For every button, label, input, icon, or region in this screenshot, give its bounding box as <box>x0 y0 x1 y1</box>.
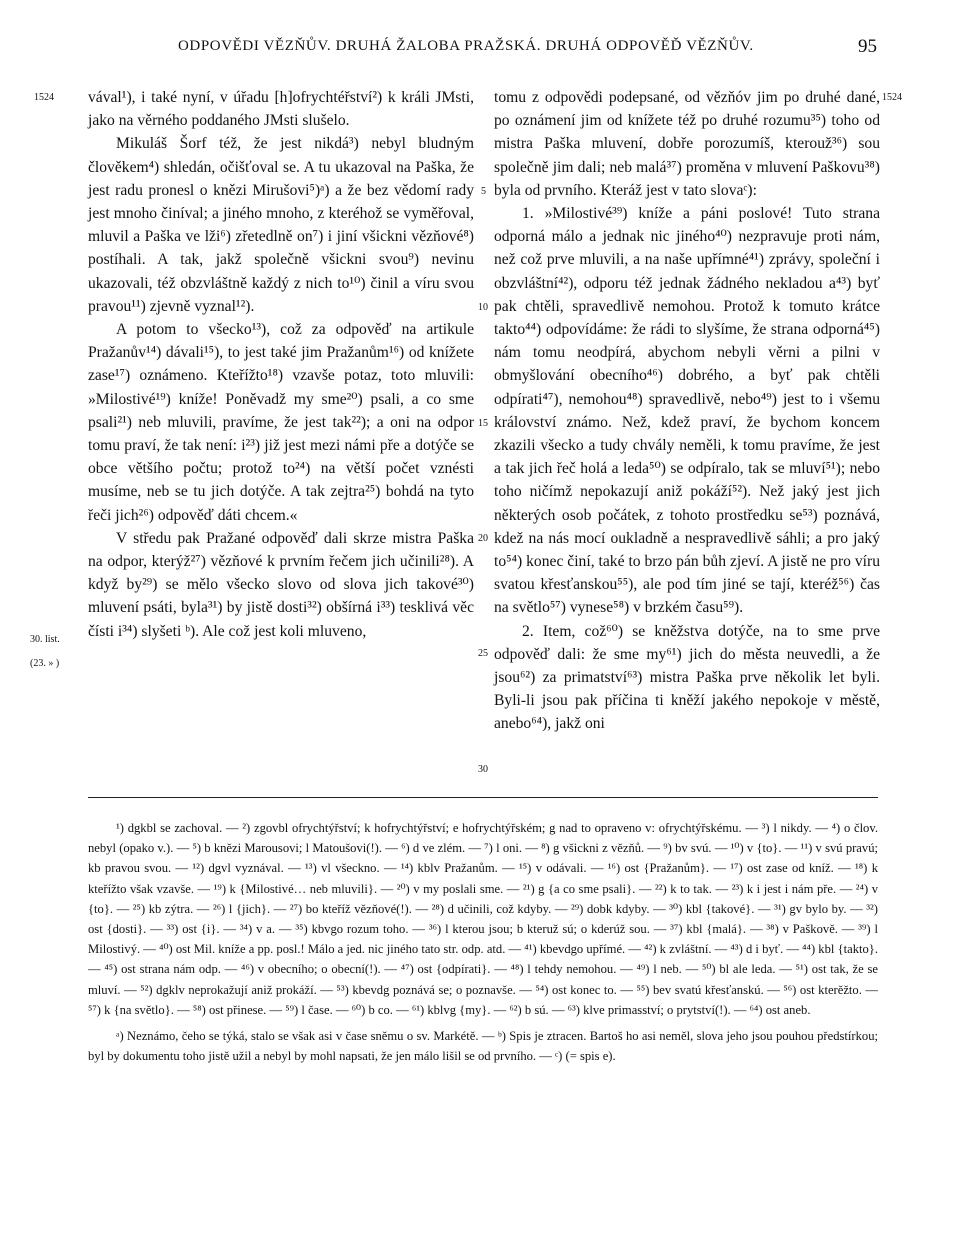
line-number-20: 20 <box>478 533 488 544</box>
line-number-30: 30 <box>478 764 488 775</box>
margin-year-right: 1524 <box>882 92 902 103</box>
right-column <box>494 86 880 736</box>
paragraph: A potom to všecko¹³), což za odpověď na artikule Pražanův¹⁴) dávali¹⁵), to jest také jim Pražanům¹⁶) od knížete zase¹⁷) oznámeno. Kteřížto¹⁸) vzavše potaz, toto mluvili: »Milostivé¹⁹) kníže! Poněvadž my sme²⁰) psali, a co sme psali²¹) neb mluvili, pravíme, že jest tak²²); a oni na odpor tomu praví, že tak není: i²³) již jest mezi námi pře a dotýče se obce většího počtu; protož to²⁴) na větší počet vznésti musíme, neb se tu jich dotýče. A tak zejtra²⁵) bohdá na tyto řeči jich²⁶) odpověď dáti chcem.« <box>88 321 474 524</box>
page-header <box>0 36 960 62</box>
running-title: ODPOVĚDI VĚZŇŮV. DRUHÁ ŽALOBA PRAŽSKÁ. DRUHÁ ODPOVĚĎ VĚZŇŮV. <box>178 38 754 54</box>
paragraph: 1. »Milostivé³⁹) kníže a páni poslové! Tuto strana odporná málo a jednak nic jiného⁴⁰) nezpravuje proti nám, než což prve mluvili, a na naše upřímné⁴¹) zprávy, společní i obzvláštní⁴²), odporu též jednak žádného nekladou a⁴³) byť pak chtěli, spravedlivě nemohou. Protož k tomuto krátce takto⁴⁴) odpovídáme: že rádi to slyšíme, že strana odporná⁴⁵) nám tomu neodpírá, abychom nebyli věrni a pilni v obmyšlování obecního⁴⁶) dobrého, a byť pak chtěli odpírati⁴⁷), nemohou⁴⁸) spravedlivě, nebo⁴⁹) jest to i všemu království známo. Než, kdež praví, že bychom koncem zkazili všecko a tudy chvály neměli, k tomu pravíme, že jest a tak jich řeč holá a leda⁵⁰) se odpíralo, tak se mluví⁵¹); nebo toho ničímž nepokazují aniž pokáží⁵²). Než jaký jest jich některých osob počátek, z tohoto prostředku se⁵³) poznává, kdež na nás mocí oukladně a nespravedlivě sáhli; a pro jaký to⁵⁴) konec činí, také to brzo pán bůh zjeví. A jistě ne pro víru svatou křesťanskou⁵⁵), ale pod tím jiné se tají, kteréž⁵⁶) čas na světlo⁵⁷) vynese⁵⁸) v brzkém času⁵⁹). <box>494 205 880 617</box>
margin-sheet-23: (23. » ) <box>30 658 60 669</box>
line-number-10: 10 <box>478 302 488 313</box>
paragraph: Mikuláš Šorf též, že jest nikdá³) nebyl bludným člověkem⁴) shledán, očišťoval se. A tu ukazoval na Paška, že jest radu pronesl o knězi Mirušovi⁵)ᵃ) a že bez vědomí rady jest mnoho činíval; a jiného mnoho, z kteréhož se vyměřoval, mluvil a Paška ve lži⁶) zřetedlně on⁷) i jiní všickni vězňové⁸) postíhali. A tak, jakž společně všickni svou⁹) nevinu ukazovali, též obzvláštně každý z nich to¹⁰) činil a víru svou pravou¹¹) zjevně vyznal¹²). <box>88 135 474 315</box>
variant-readings: ¹) dgkbl se zachoval. — ²) zgovbl ofrychtýřství; k hofrychtýřství; e hofrychtýřském; g nad to opraveno v: ofrychtýřskému. — ³) l nikdy. — ⁴) o člov. nebyl (opako v.). — ⁵) b knězi Marousovi; l Matoušovi(!). — ⁶) d ve zlém. — ⁷) l oni. — ⁸) g všickni z vězňů. — ⁹) bv svú. — ¹⁰) v {to}. — ¹¹) v svú pravú; kb pravou svou. — ¹²) dgvl vyznával. — ¹³) vl všeckno. — ¹⁴) kblv Pražanům. — ¹⁵) v odávali. — ¹⁶) ost {Pražanům}. — ¹⁷) ost zase od kníž. — ¹⁸) k kteřížto však vzavše. — ¹⁹) k {Milostivé… neb mluvili}. — ²⁰) v my poslali sme. — ²¹) g {a co sme psali}. — ²²) k to tak. — ²³) k i jest i nám pře. — ²⁴) v {to}. — ²⁵) kb zýtra. — ²⁶) l {jich}. — ²⁷) bo kteříž vězňové(!). — ²⁸) d učinili, což kdyby. — ²⁹) dobk kdyby. — ³⁰) kbl {takové}. — ³¹) gv bylo by. — ³²) ost {dosti}. — ³³) ost {i}. — ³⁴) v a. — ³⁵) kbvgo rozum toho. — ³⁶) l kterou jsou; b kteruž sú; o kderúž sou. — ³⁷) kbl {malá}. — ³⁸) v Paškově. — ³⁹) l Milostivý. — ⁴⁰) ost Mil. kníže a pp. posl.! Málo a jed. nic jiného tato str. odp. atd. — ⁴¹) kbevdgo upřímé. — ⁴²) k zvláštní. — ⁴³) d i byť. — ⁴⁴) kbl {takto}. — ⁴⁵) ost strana nám odp. — ⁴⁶) v obecního; o obecní(!). — ⁴⁷) ost {odpírati}. — ⁴⁸) l tehdy nemohou. — ⁴⁹) l neb. — ⁵⁰) bl ale leda. — ⁵¹) ost tak, že se mluví. — ⁵²) dgklv neprokažují aniž prokáží. — ⁵³) kbevdg poznává se; o poznavše. — ⁵⁴) ost konec to. — ⁵⁵) bev svatú křesťanskú. — ⁵⁶) ost kterěžto. — ⁵⁷) k {na světlo}. — ⁵⁸) ost přinese. — ⁵⁹) l čase. — ⁶⁰) b co. — ⁶¹) kblvg {my}. — ⁶²) b sú. — ⁶³) klve primasství; o prytství(!). — ⁶⁴) ost aneb. <box>88 821 878 1017</box>
paragraph: vával¹), i také nyní, v úřadu [h]ofrychtéřství²) k králi JMsti, jako na věrného poddaného JMsti slušelo. <box>88 89 474 130</box>
left-column <box>88 86 474 643</box>
page-number: 95 <box>858 36 877 57</box>
paragraph: V středu pak Pražané odpověď dali skrze mistra Paška na odpor, kterýž²⁷) vězňové k prvním řečem jich učinili²⁸). A když by²⁹) se mělo všecko slovo od slova jich takové³⁰) mluvení psáti, byla³¹) by jistě dosti³²) obšírná i³³) tesklivá věc čísti i³⁴) slyšeti ᵇ). Ale což jest koli mluveno, <box>88 529 474 640</box>
paragraph: tomu z odpovědi podepsané, od vězňóv jim po druhé dané, po oznámení jim od knížete též po druhé rozumu³⁵) toho od mistra Paška mluvení, dobře porozumíš, kterouž³⁶) sou společně jim dali; neb malá³⁷) proměna v mluvení Paškovu³⁸) byla od prvního. Kteráž jest v tato slovaᶜ): <box>494 89 880 199</box>
paragraph: 2. Item, což⁶⁰) se kněžstva dotýče, na to sme prve odpověď dali: že sme my⁶¹) jich do města neuvedli, a že jsou⁶²) za primatství⁶³) mistra Paška prve několik let byli. Byli-li jsou pak příčina ti kněží jakého nepokoje v městě, anebo⁶⁴), jakž oni <box>494 622 880 733</box>
line-number-15: 15 <box>478 418 488 429</box>
line-number-25: 25 <box>478 648 488 659</box>
editor-notes: ᵃ) Neznámo, čeho se týká, stalo se však asi v čase sněmu o sv. Markétě. — ᵇ) Spis je ztracen. Bartoš ho asi neměl, slova jeho jsou pouhou předstírkou; byl by dokumentu toho jistě užil a nebyl by mohl napsati, že jen málo lišil se od prvního. — ᶜ) (= spis e). <box>88 1029 878 1064</box>
margin-year-left: 1524 <box>34 92 54 103</box>
footnote-divider <box>88 797 878 798</box>
margin-sheet-30: 30. list. <box>30 634 60 645</box>
footnotes-block <box>88 818 878 1066</box>
line-number-5: 5 <box>481 186 486 197</box>
